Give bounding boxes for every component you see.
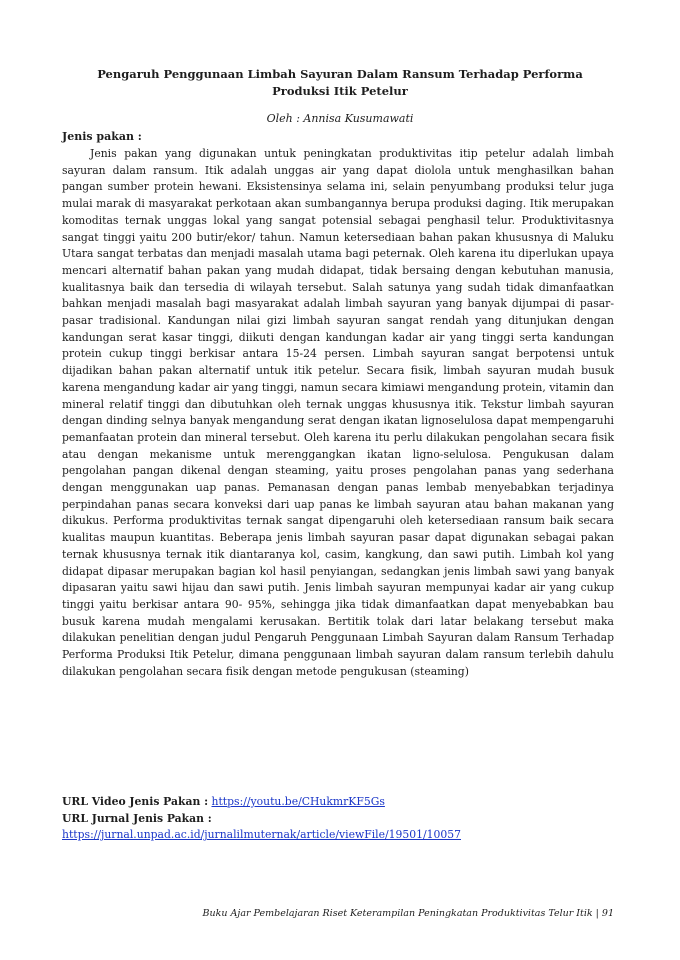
author-line: Oleh : Annisa Kusumawati	[266, 112, 414, 125]
journal-link-label-row	[62, 811, 622, 828]
document-title: Pengaruh Penggunaan Limbah Sayuran Dalam Ransum Terhadap Performa Produksi Itik Petelur	[97, 67, 583, 98]
journal-link-label: URL Jurnal Jenis Pakan :	[62, 811, 212, 825]
video-link[interactable]: https://youtu.be/CHukmrKF5Gs	[211, 795, 385, 808]
page-footer	[62, 908, 614, 920]
journal-link[interactable]: https://jurnal.unpad.ac.id/jurnalilmuternak/article/viewFile/19501/10057	[62, 828, 461, 842]
video-link-label: URL Video Jenis Pakan :	[62, 795, 209, 808]
footer-book-title: Buku Ajar Pembelajaran Riset Keterampilan Peningkatan Produktivitas Telur Itik	[202, 908, 593, 919]
body-paragraph: Jenis pakan yang digunakan untuk peningkatan produktivitas itip petelur adalah limbah sayuran dalam ransum. Itik adalah unggas air yang dapat diolola untuk menghasilkan bahan pangan sumber protein hewani. Eksistensinya selama ini, selain penyumbang produksi telur juga mulai marak di masyarakat perkotaan akan sumbangannya berupa produksi daging. Itik merupakan komoditas ternak unggas lokal yang sangat potensial sebagai penghasil telur. Produktivitasnya sangat tinggi yaitu 200 butir/ekor/ tahun. Namun ketersediaan bahan pakan khususnya di Maluku Utara sangat terbatas dan menjadi masalah utama bagi peternak. Oleh karena itu diperlukan upaya mencari alternatif bahan pakan yang mudah didapat, tidak bersaing dengan kebutuhan manusia, kualitasnya baik dan tersedia di wilayah tersebut. Salah satunya yang sudah tidak dimanfaatkan bahkan menjadi masalah bagi masyarakat adalah limbah sayuran yang banyak dijumpai di pasar-pasar tradisional. Kandungan nilai gizi limbah sayuran sangat rendah yang ditunjukan dengan kandungan serat kasar tinggi, diikuti dengan kandungan kadar air yang tinggi serta kandungan protein cukup tinggi berkisar antara 15-24 persen. Limbah sayuran sangat berpotensi untuk dijadikan bahan pakan alternatif untuk itik petelur. Secara fisik, limbah sayuran mudah busuk karena mengandung kadar air yang tinggi, namun secara kimiawi mengandung protein, vitamin dan mineral relatif tinggi dan dibutuhkan oleh ternak unggas khususnya itik. Tekstur limbah sayuran dengan dinding selnya banyak mengandung serat dengan ikatan lignoselulosa dapat mempengaruhi pemanfaatan protein dan mineral tersebut. Oleh karena itu perlu dilakukan pengolahan secara fisik atau dengan mekanisme untuk merenggangkan ikatan ligno-selulosa. Pengukusan dalam pengolahan pangan dikenal dengan steaming, yaitu proses pengolahan panas yang sederhana dengan menggunakan uap panas. Pemanasan dengan panas lembab menyebabkan terjadinya perpindahan panas secara konveksi dari uap panas ke limbah sayuran atau bahan makanan yang dikukus. Performa produktivitas ternak sangat dipengaruhi oleh ketersediaan ransum baik secara kualitas maupun kuantitas. Beberapa jenis limbah sayuran pasar dapat digunakan sebagai pakan ternak khususnya ternak itik diantaranya kol, casim, kangkung, dan sawi putih. Limbah kol yang didapat dipasar merupakan bagian kol hasil penyiangan, sedangkan jenis limbah sawi yang banyak dipasaran yaitu sawi hijau dan sawi putih. Jenis limbah sayuran mempunyai kadar air yang cukup tinggi yaitu berkisar antara 90- 95%, sehingga jika tidak dimanfaatkan dapat menyebabkan bau busuk karena mudah mengalami kerusakan. Bertitik tolak dari latar belakang tersebut maka dilakukan penelitian dengan judul Pengaruh Penggunaan Limbah Sayuran dalam Ransum Terhadap Performa Produksi Itik Petelur, dimana penggunaan limbah sayuran dalam ransum terlebih dahulu dilakukan pengolahan secara fisik dengan metode pengukusan (steaming)	[62, 147, 614, 678]
video-link-row	[62, 794, 622, 811]
journal-link-row	[62, 827, 622, 844]
footer-separator: |	[592, 908, 602, 919]
links-block	[62, 794, 622, 844]
section-heading: Jenis pakan :	[62, 130, 142, 143]
page-number: 91	[601, 908, 614, 919]
